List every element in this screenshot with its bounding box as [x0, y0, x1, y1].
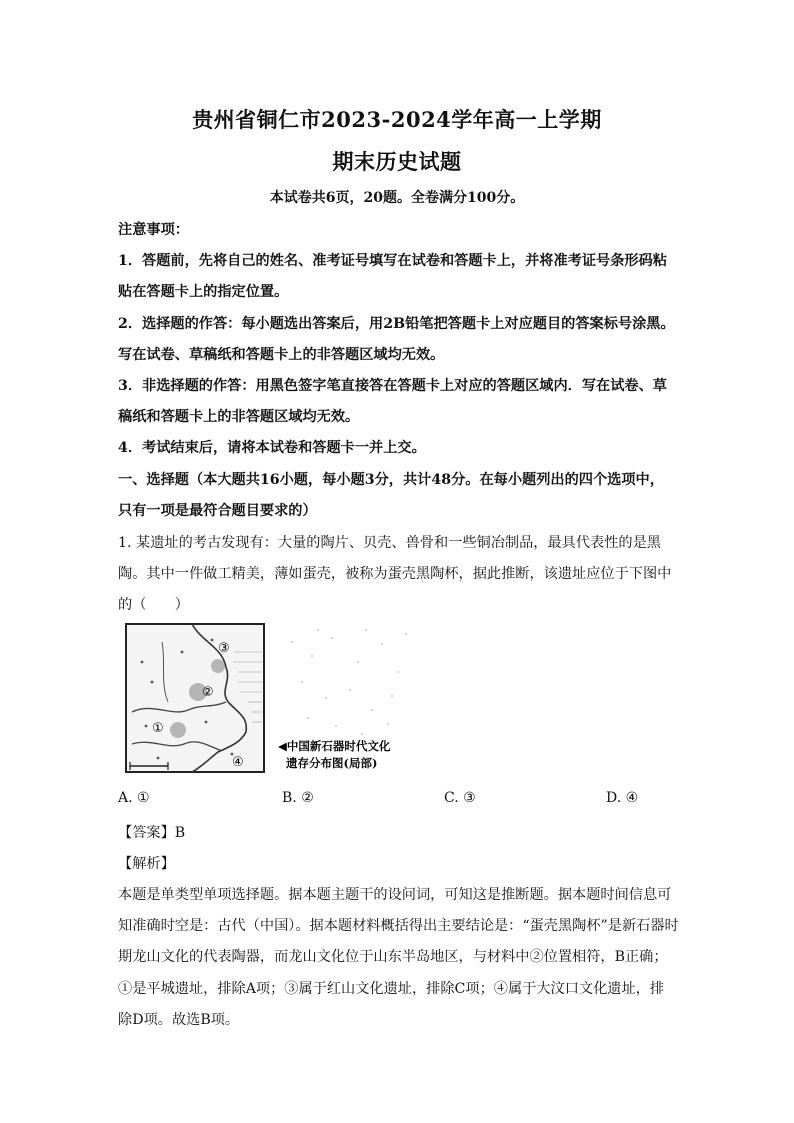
option-a: A. ① [118, 790, 150, 806]
map-marker: ③ [218, 641, 230, 656]
exam-subtitle: 本试卷共6页，20题。全卷满分100分。 [269, 190, 525, 206]
notice-line: 写在试卷、草稿纸和答题卡上的非答题区域均无效。 [118, 347, 445, 363]
section-heading-line: 一、选择题（本大题共16小题，每小题3分，共计48分。在每小题列出的四个选项中， [118, 472, 664, 488]
option-b: B. ② [282, 790, 314, 806]
notice-line: 3．非选择题的作答：用黑色签字笔直接答在答题卡上对应的答题区域内．写在试卷、草 [118, 378, 667, 394]
notice-line: 2．选择题的作答：每小题选出答案后，用2B铅笔把答题卡上对应题目的答案标号涂黑。 [118, 316, 675, 332]
option-c: C. ③ [444, 790, 476, 806]
analysis-line: 期龙山文化的代表陶器，而龙山文化位于山东半岛地区，与材料中②位置相符，B正确； [118, 949, 668, 965]
neolithic-map-figure [122, 622, 422, 778]
map-marker: ① [152, 721, 164, 736]
map-marker: ② [202, 685, 214, 700]
answer-line: 【答案】B [118, 825, 186, 841]
map-illustration [122, 622, 422, 778]
map-marker: ④ [232, 755, 244, 770]
option-d: D. ④ [606, 790, 639, 806]
notice-line: 贴在答题卡上的指定位置。 [118, 284, 289, 300]
analysis-line: 本题是单类型单项选择题。据本题主题干的设问词，可知这是推断题。据本题时间信息可 [118, 887, 672, 903]
question-line: 陶。其中一件做工精美，薄如蛋壳，被称为蛋壳黑陶杯，据此推断，该遗址应位于下图中 [118, 566, 672, 582]
notice-line: 4．考试结束后，请将本试卷和答题卡一并上交。 [118, 440, 426, 456]
notice-heading: 注意事项： [118, 222, 189, 238]
map-caption-line2: 遗存分布图(局部) [286, 756, 378, 770]
analysis-line: 知准确时空是：古代（中国）。据本题材料概括得出主要结论是：“蛋壳黑陶杯”是新石器时 [118, 918, 679, 934]
exam-title-line2: 期末历史试题 [332, 149, 462, 174]
notice-line: 稿纸和答题卡上的非答题区域均无效。 [118, 409, 360, 425]
map-caption-line1: ◀中国新石器时代文化 [278, 739, 391, 753]
notice-line: 1．答题前，先将自己的姓名、准考证号填写在试卷和答题卡上，并将准考证号条形码粘 [118, 253, 667, 269]
exam-title-line1: 贵州省铜仁市2023-2024学年高一上学期 [192, 107, 602, 132]
question-line: 的（ ） [118, 597, 189, 613]
analysis-heading: 【解析】 [118, 856, 175, 872]
section-heading-line: 只有一项是最符合题目要求的） [118, 503, 317, 519]
analysis-line: 除D项。故选B项。 [118, 1012, 240, 1028]
analysis-line: ①是平城遗址，排除A项；③属于红山文化遗址，排除C项；④属于大汶口文化遗址，排 [118, 981, 665, 997]
question-line: 1. 某遗址的考古发现有：大量的陶片、贝壳、兽骨和一些铜冶制品，最具代表性的是黑 [118, 535, 661, 551]
